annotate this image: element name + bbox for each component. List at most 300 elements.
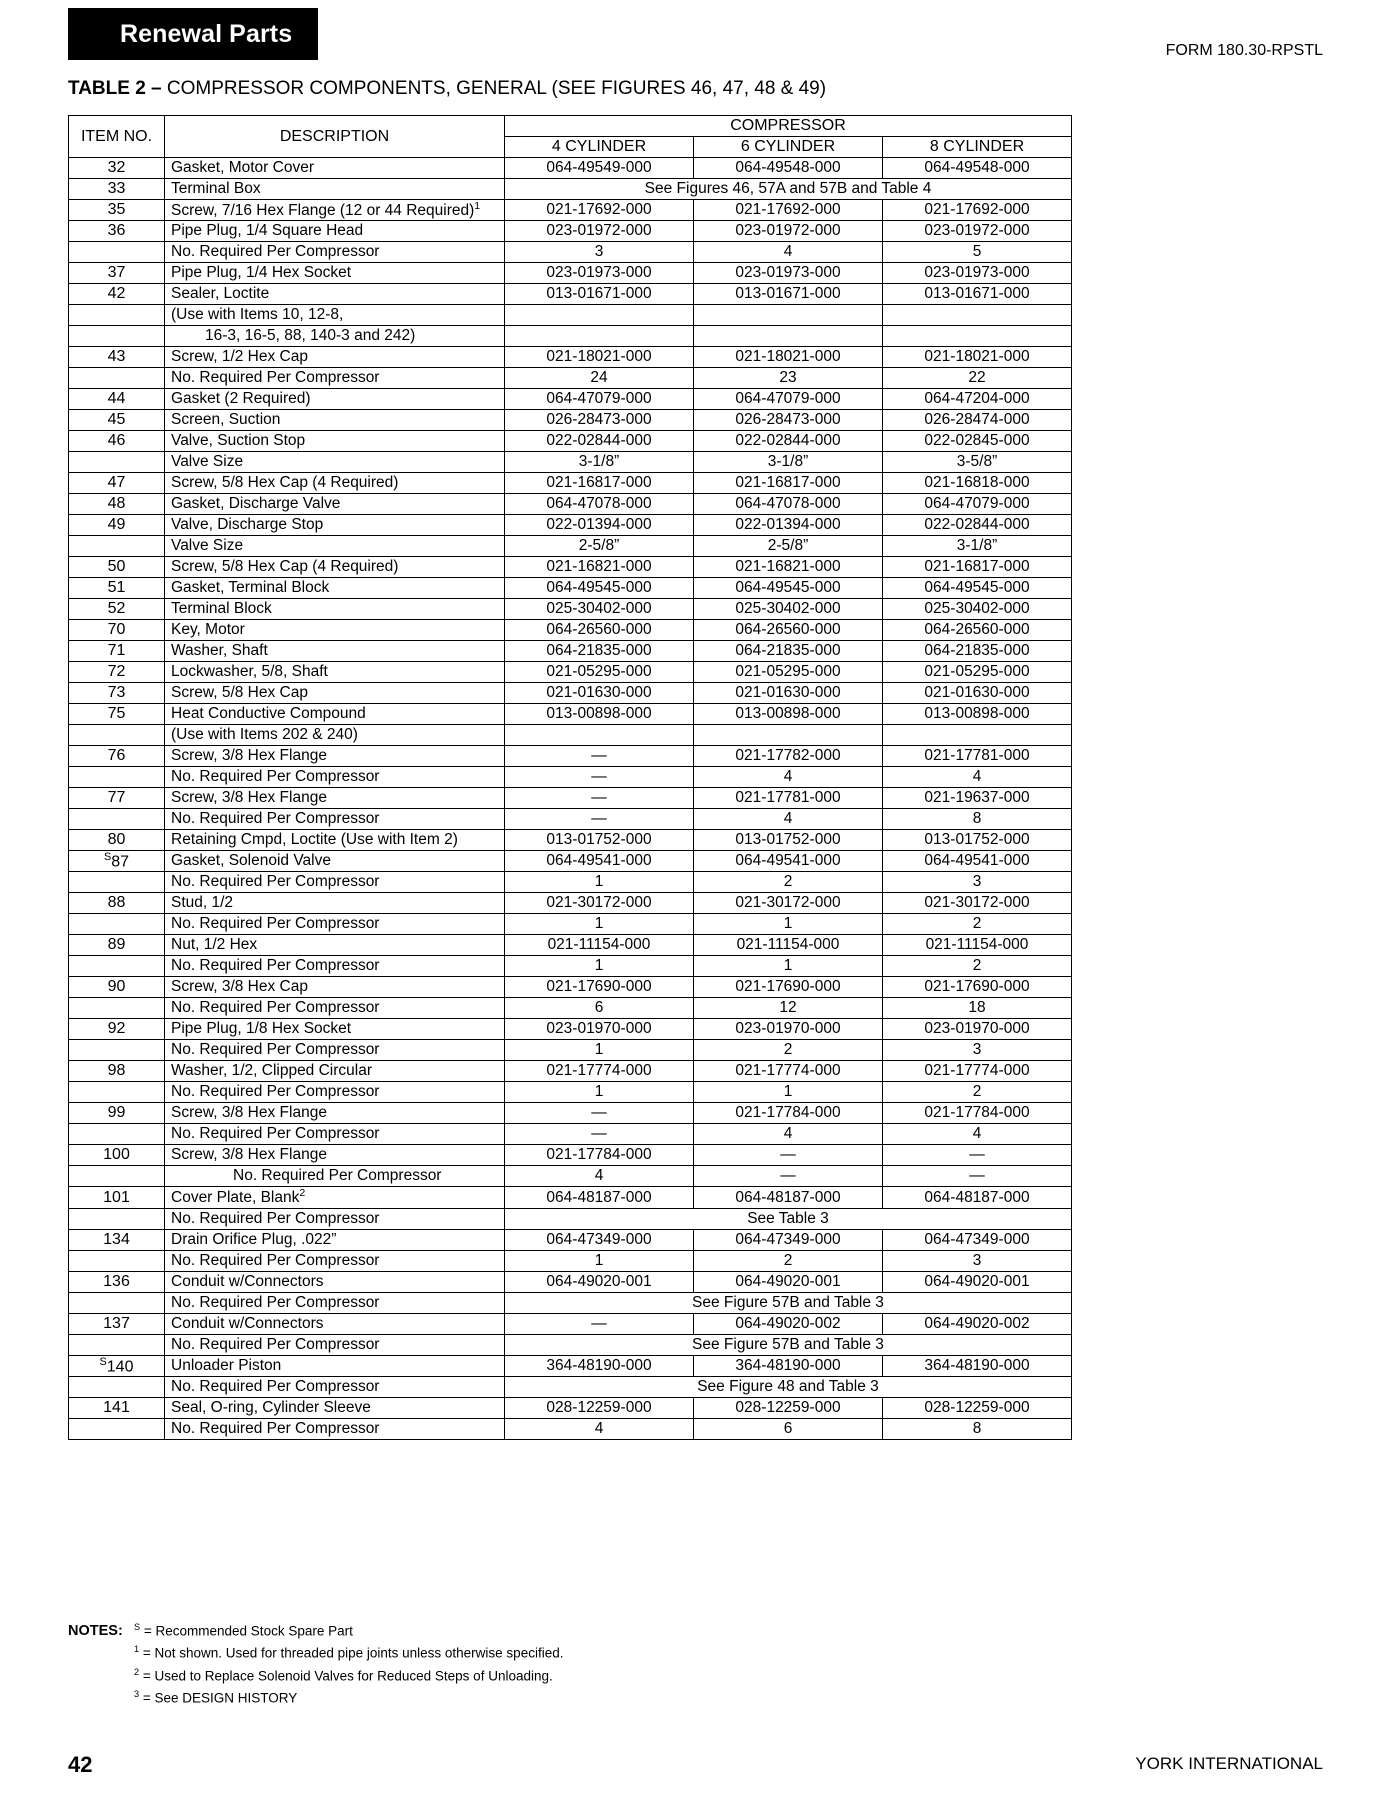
cell-item-no: 47 xyxy=(69,473,165,494)
column-header-item-no: ITEM NO. xyxy=(69,116,165,158)
cell-part-number-4cyl: 064-49545-000 xyxy=(505,578,694,599)
cell-part-number-6cyl: 064-26560-000 xyxy=(694,620,883,641)
cell-description: Screw, 3/8 Hex Flange xyxy=(165,1145,505,1166)
cell-description: Valve, Discharge Stop xyxy=(165,515,505,536)
cell-quantity-8cyl: 8 xyxy=(883,809,1072,830)
cell-description-continuation: No. Required Per Compressor xyxy=(165,809,505,830)
note-marker: S xyxy=(134,1622,141,1632)
cell-quantity-4cyl: 3 xyxy=(505,242,694,263)
cell-part-number-4cyl: 064-47349-000 xyxy=(505,1229,694,1250)
cell-quantity-8cyl: 2 xyxy=(883,956,1072,977)
table-row xyxy=(69,893,1072,914)
cell-quantity-8cyl xyxy=(883,326,1072,347)
cell-item-no-continuation xyxy=(69,1040,165,1061)
cell-part-number-4cyl: 021-17692-000 xyxy=(505,200,694,221)
cell-quantity-6cyl: 1 xyxy=(694,1082,883,1103)
cell-part-number-4cyl: 023-01970-000 xyxy=(505,1019,694,1040)
cell-part-number-4cyl: 064-48187-000 xyxy=(505,1187,694,1208)
cell-part-number-6cyl: 021-17782-000 xyxy=(694,746,883,767)
cell-description: Valve, Suction Stop xyxy=(165,431,505,452)
cell-part-number-8cyl: 028-12259-000 xyxy=(883,1397,1072,1418)
cell-part-number-4cyl: 064-26560-000 xyxy=(505,620,694,641)
table-row xyxy=(69,1019,1072,1040)
cell-quantity-4cyl: 1 xyxy=(505,1250,694,1271)
cell-description: Pipe Plug, 1/4 Hex Socket xyxy=(165,263,505,284)
cell-quantity-4cyl xyxy=(505,326,694,347)
cell-part-number-8cyl: 021-16818-000 xyxy=(883,473,1072,494)
cell-part-number-8cyl: 021-18021-000 xyxy=(883,347,1072,368)
table-caption-text: COMPRESSOR COMPONENTS, GENERAL (SEE FIGURES 46, 47, 48 & 49) xyxy=(161,78,827,99)
cell-part-number-6cyl: 022-01394-000 xyxy=(694,515,883,536)
table-row xyxy=(69,599,1072,620)
cell-part-number-8cyl: 021-17774-000 xyxy=(883,1061,1072,1082)
cell-description-continuation: No. Required Per Compressor xyxy=(165,242,505,263)
cell-description: Retaining Cmpd, Loctite (Use with Item 2) xyxy=(165,830,505,851)
cell-quantity-4cyl: — xyxy=(505,1124,694,1145)
cell-part-number-6cyl: 021-01630-000 xyxy=(694,683,883,704)
table-row xyxy=(69,410,1072,431)
cell-item-no-continuation xyxy=(69,998,165,1019)
table-row xyxy=(69,683,1072,704)
table-row xyxy=(69,746,1072,767)
cell-quantity-6cyl: 1 xyxy=(694,914,883,935)
cell-item-no-continuation xyxy=(69,725,165,746)
table-row xyxy=(69,389,1072,410)
cell-description: Screw, 3/8 Hex Flange xyxy=(165,788,505,809)
cell-part-number-4cyl: 022-02844-000 xyxy=(505,431,694,452)
cell-item-no-continuation xyxy=(69,1208,165,1229)
note-text: = Recommended Stock Spare Part xyxy=(140,1623,353,1639)
cell-part-number-6cyl: 021-17690-000 xyxy=(694,977,883,998)
table-row xyxy=(69,1397,1072,1418)
cell-part-number-8cyl: 021-17690-000 xyxy=(883,977,1072,998)
cell-part-number-4cyl: 023-01972-000 xyxy=(505,221,694,242)
cell-description: Pipe Plug, 1/4 Square Head xyxy=(165,221,505,242)
cell-part-number-8cyl: 021-05295-000 xyxy=(883,662,1072,683)
cell-quantity-4cyl: — xyxy=(505,767,694,788)
cell-part-number-4cyl: — xyxy=(505,746,694,767)
cell-part-number-8cyl: 021-30172-000 xyxy=(883,893,1072,914)
cell-part-number-8cyl: 064-48187-000 xyxy=(883,1187,1072,1208)
cell-item-no: 134 xyxy=(69,1229,165,1250)
table-row xyxy=(69,977,1072,998)
cell-part-number-6cyl: 021-16817-000 xyxy=(694,473,883,494)
cell-part-number-8cyl: 064-47349-000 xyxy=(883,1229,1072,1250)
cell-description-continuation: No. Required Per Compressor xyxy=(165,914,505,935)
cell-description-continuation: No. Required Per Compressor xyxy=(165,1124,505,1145)
note-item xyxy=(68,1620,563,1642)
cell-part-number-8cyl: 364-48190-000 xyxy=(883,1355,1072,1376)
column-header-4-cylinder: 4 CYLINDER xyxy=(505,137,694,158)
cell-part-number-6cyl: 023-01973-000 xyxy=(694,263,883,284)
cell-part-number-6cyl: 013-01752-000 xyxy=(694,830,883,851)
cell-quantity-8cyl: 4 xyxy=(883,767,1072,788)
cell-part-number-8cyl: 023-01970-000 xyxy=(883,1019,1072,1040)
notes-block xyxy=(68,1620,563,1710)
cell-description-continuation: No. Required Per Compressor xyxy=(165,1334,505,1355)
description-footnote-marker: 1 xyxy=(474,200,481,212)
table-subrow xyxy=(69,1208,1072,1229)
cell-description: Washer, Shaft xyxy=(165,641,505,662)
cell-description: Unloader Piston xyxy=(165,1355,505,1376)
cell-part-number-6cyl: 021-30172-000 xyxy=(694,893,883,914)
cell-item-no: 49 xyxy=(69,515,165,536)
cell-description: Seal, O-ring, Cylinder Sleeve xyxy=(165,1397,505,1418)
cell-quantity-6cyl: 4 xyxy=(694,1124,883,1145)
cell-quantity-4cyl: 1 xyxy=(505,1040,694,1061)
cell-description: Screw, 3/8 Hex Cap xyxy=(165,977,505,998)
table-subrow xyxy=(69,368,1072,389)
cell-item-no: 51 xyxy=(69,578,165,599)
cell-quantity-6cyl: 4 xyxy=(694,242,883,263)
cell-item-no: 92 xyxy=(69,1019,165,1040)
cell-part-number-4cyl: 021-18021-000 xyxy=(505,347,694,368)
table-row xyxy=(69,830,1072,851)
cell-part-number-8cyl: 021-17784-000 xyxy=(883,1103,1072,1124)
cell-part-number-6cyl: 064-47349-000 xyxy=(694,1229,883,1250)
cell-description-continuation: No. Required Per Compressor xyxy=(165,1250,505,1271)
cell-item-no: 88 xyxy=(69,893,165,914)
cell-item-no: 37 xyxy=(69,263,165,284)
cell-part-number-4cyl: 021-11154-000 xyxy=(505,935,694,956)
cell-description: Nut, 1/2 Hex xyxy=(165,935,505,956)
cell-quantity-4cyl xyxy=(505,305,694,326)
cell-description: Key, Motor xyxy=(165,620,505,641)
cell-quantity-8cyl: 3-1/8” xyxy=(883,536,1072,557)
description-footnote-marker: 2 xyxy=(299,1187,306,1200)
cell-item-no: 101 xyxy=(69,1187,165,1208)
cell-description: Conduit w/Connectors xyxy=(165,1271,505,1292)
cell-part-number-8cyl: 022-02844-000 xyxy=(883,515,1072,536)
cell-description: Screw, 5/8 Hex Cap (4 Required) xyxy=(165,473,505,494)
note-marker: 2 xyxy=(134,1666,140,1677)
table-row xyxy=(69,1187,1072,1208)
table-row xyxy=(69,557,1072,578)
cell-part-number-4cyl: 021-05295-000 xyxy=(505,662,694,683)
table-row xyxy=(69,662,1072,683)
cell-quantity-8cyl: 2 xyxy=(883,1082,1072,1103)
cell-description: Screw, 3/8 Hex Flange xyxy=(165,1103,505,1124)
cell-quantity-8cyl: 3 xyxy=(883,1250,1072,1271)
table-row xyxy=(69,1313,1072,1334)
cell-part-number-6cyl: 064-49020-001 xyxy=(694,1271,883,1292)
note-item xyxy=(68,1665,563,1687)
table-subrow xyxy=(69,725,1072,746)
cell-item-no: 73 xyxy=(69,683,165,704)
cell-quantity-6cyl xyxy=(694,725,883,746)
cell-item-no-continuation xyxy=(69,956,165,977)
cell-item-no: 48 xyxy=(69,494,165,515)
cell-item-no-continuation xyxy=(69,452,165,473)
table-row xyxy=(69,1061,1072,1082)
table-subrow xyxy=(69,872,1072,893)
cell-part-number-8cyl: 064-49020-001 xyxy=(883,1271,1072,1292)
cell-description: Lockwasher, 5/8, Shaft xyxy=(165,662,505,683)
table-subrow xyxy=(69,767,1072,788)
cell-item-no: 98 xyxy=(69,1061,165,1082)
cell-spanned-note: See Figure 48 and Table 3 xyxy=(505,1376,1072,1397)
cell-quantity-4cyl: — xyxy=(505,809,694,830)
cell-description-continuation: Valve Size xyxy=(165,452,505,473)
cell-part-number-6cyl: 064-47079-000 xyxy=(694,389,883,410)
compressor-components-table xyxy=(68,115,1072,1440)
cell-item-no: 99 xyxy=(69,1103,165,1124)
cell-description-continuation: No. Required Per Compressor xyxy=(165,1376,505,1397)
item-superscript-marker: S xyxy=(103,851,112,864)
table-row xyxy=(69,641,1072,662)
notes-indent-spacer xyxy=(68,1642,134,1664)
table-subrow xyxy=(69,242,1072,263)
cell-part-number-4cyl: — xyxy=(505,1313,694,1334)
cell-item-no-continuation xyxy=(69,326,165,347)
table-row xyxy=(69,431,1072,452)
cell-quantity-6cyl: 3-1/8” xyxy=(694,452,883,473)
cell-quantity-8cyl: — xyxy=(883,1166,1072,1187)
cell-item-no: 76 xyxy=(69,746,165,767)
cell-quantity-4cyl: 24 xyxy=(505,368,694,389)
cell-part-number-4cyl: — xyxy=(505,1103,694,1124)
cell-quantity-6cyl: 2 xyxy=(694,1250,883,1271)
cell-part-number-6cyl: 064-48187-000 xyxy=(694,1187,883,1208)
cell-item-no: 141 xyxy=(69,1397,165,1418)
cell-part-number-4cyl: 026-28473-000 xyxy=(505,410,694,431)
cell-description: Terminal Block xyxy=(165,599,505,620)
cell-description-continuation: No. Required Per Compressor xyxy=(165,1208,505,1229)
column-header-description: DESCRIPTION xyxy=(165,116,505,158)
cell-description-continuation: No. Required Per Compressor xyxy=(165,1082,505,1103)
cell-part-number-6cyl: 064-49548-000 xyxy=(694,158,883,179)
note-item xyxy=(68,1642,563,1664)
cell-description-continuation xyxy=(165,326,505,347)
table-subrow xyxy=(69,809,1072,830)
cell-part-number-4cyl: 021-17784-000 xyxy=(505,1145,694,1166)
cell-quantity-4cyl: 1 xyxy=(505,956,694,977)
renewal-parts-masthead xyxy=(68,8,318,60)
company-name: YORK INTERNATIONAL xyxy=(1135,1754,1323,1773)
cell-part-number-4cyl: 064-47079-000 xyxy=(505,389,694,410)
cell-part-number-4cyl: 021-17690-000 xyxy=(505,977,694,998)
notes-indent-spacer xyxy=(68,1687,134,1709)
cell-part-number-6cyl: 021-05295-000 xyxy=(694,662,883,683)
column-header-compressor-group: COMPRESSOR xyxy=(505,116,1072,137)
cell-part-number-8cyl: 021-11154-000 xyxy=(883,935,1072,956)
note-marker: 1 xyxy=(134,1644,140,1655)
cell-part-number-4cyl: 021-17774-000 xyxy=(505,1061,694,1082)
cell-part-number-6cyl: 064-49541-000 xyxy=(694,851,883,872)
table-row xyxy=(69,347,1072,368)
cell-part-number-4cyl: 364-48190-000 xyxy=(505,1355,694,1376)
cell-quantity-6cyl: — xyxy=(694,1166,883,1187)
cell-description: Screw, 3/8 Hex Flange xyxy=(165,746,505,767)
cell-item-no: 77 xyxy=(69,788,165,809)
cell-quantity-4cyl: 2-5/8” xyxy=(505,536,694,557)
cell-item-no-continuation xyxy=(69,872,165,893)
notes-indent-spacer xyxy=(68,1665,134,1687)
cell-description: Gasket (2 Required) xyxy=(165,389,505,410)
cell-part-number-8cyl: 021-01630-000 xyxy=(883,683,1072,704)
note-text: = Used to Replace Solenoid Valves for Reduced Steps of Unloading. xyxy=(139,1668,553,1684)
cell-spanned-note: See Figure 57B and Table 3 xyxy=(505,1334,1072,1355)
cell-description: Pipe Plug, 1/8 Hex Socket xyxy=(165,1019,505,1040)
column-header-6-cylinder: 6 CYLINDER xyxy=(694,137,883,158)
cell-item-no-continuation xyxy=(69,242,165,263)
cell-item-no-continuation xyxy=(69,368,165,389)
cell-description: Drain Orifice Plug, .022” xyxy=(165,1229,505,1250)
cell-quantity-6cyl: 1 xyxy=(694,956,883,977)
cell-part-number-4cyl: 013-01752-000 xyxy=(505,830,694,851)
cell-part-number-8cyl: 064-47079-000 xyxy=(883,494,1072,515)
table-subrow xyxy=(69,452,1072,473)
table-subrow xyxy=(69,998,1072,1019)
cell-quantity-4cyl: 4 xyxy=(505,1418,694,1439)
table-caption-label: TABLE 2 – xyxy=(68,78,162,99)
cell-quantity-8cyl: 22 xyxy=(883,368,1072,389)
cell-part-number-8cyl: 013-01752-000 xyxy=(883,830,1072,851)
cell-part-number-6cyl: 022-02844-000 xyxy=(694,431,883,452)
cell-part-number-6cyl: 021-17774-000 xyxy=(694,1061,883,1082)
cell-item-no: 100 xyxy=(69,1145,165,1166)
cell-item-no-continuation xyxy=(69,305,165,326)
cell-description: Gasket, Discharge Valve xyxy=(165,494,505,515)
cell-description-continuation: No. Required Per Compressor xyxy=(165,956,505,977)
cell-description-continuation xyxy=(165,1166,505,1187)
cell-part-number-8cyl: 026-28474-000 xyxy=(883,410,1072,431)
cell-part-number-4cyl: 021-16821-000 xyxy=(505,557,694,578)
cell-part-number-8cyl: 023-01973-000 xyxy=(883,263,1072,284)
table-subrow xyxy=(69,1250,1072,1271)
table-subrow xyxy=(69,1082,1072,1103)
table-subrow xyxy=(69,326,1072,347)
cell-item-no: 71 xyxy=(69,641,165,662)
cell-quantity-6cyl: 2-5/8” xyxy=(694,536,883,557)
table-subrow xyxy=(69,1040,1072,1061)
cell-part-number-8cyl: 064-49545-000 xyxy=(883,578,1072,599)
table-row xyxy=(69,515,1072,536)
cell-description: Gasket, Terminal Block xyxy=(165,578,505,599)
cell-quantity-8cyl: 18 xyxy=(883,998,1072,1019)
table-row xyxy=(69,473,1072,494)
cell-item-no-continuation xyxy=(69,767,165,788)
cell-part-number-8cyl: 021-17781-000 xyxy=(883,746,1072,767)
cell-description: Cover Plate, Blank$^2$ xyxy=(165,1187,505,1208)
cell-item-no: $^S$140 xyxy=(69,1355,165,1376)
cell-quantity-6cyl xyxy=(694,326,883,347)
cell-quantity-6cyl: 23 xyxy=(694,368,883,389)
cell-quantity-6cyl: 12 xyxy=(694,998,883,1019)
column-header-8-cylinder: 8 CYLINDER xyxy=(883,137,1072,158)
cell-description: Heat Conductive Compound xyxy=(165,704,505,725)
table-subrow xyxy=(69,914,1072,935)
table-subrow xyxy=(69,1292,1072,1313)
cell-spanned-note: See Table 3 xyxy=(505,1208,1072,1229)
cell-part-number-8cyl: 064-49541-000 xyxy=(883,851,1072,872)
table-subrow xyxy=(69,536,1072,557)
cell-part-number-4cyl: 021-30172-000 xyxy=(505,893,694,914)
cell-part-number-6cyl: 021-11154-000 xyxy=(694,935,883,956)
note-marker: 3 xyxy=(134,1689,140,1700)
cell-description: Stud, 1/2 xyxy=(165,893,505,914)
table-subrow xyxy=(69,956,1072,977)
table-subrow xyxy=(69,1334,1072,1355)
cell-item-no: 136 xyxy=(69,1271,165,1292)
cell-item-no-continuation xyxy=(69,536,165,557)
cell-quantity-8cyl: 5 xyxy=(883,242,1072,263)
table-head-row-1 xyxy=(69,116,1072,137)
cell-description: Screw, 1/2 Hex Cap xyxy=(165,347,505,368)
cell-part-number-6cyl: 025-30402-000 xyxy=(694,599,883,620)
cell-description-continuation: No. Required Per Compressor xyxy=(165,1418,505,1439)
cell-part-number-4cyl: 064-47078-000 xyxy=(505,494,694,515)
cell-description-continuation: (Use with Items 10, 12-8, xyxy=(165,305,505,326)
table-row xyxy=(69,284,1072,305)
cell-item-no-continuation xyxy=(69,1166,165,1187)
cell-description-continuation: No. Required Per Compressor xyxy=(165,1292,505,1313)
cell-item-no: 43 xyxy=(69,347,165,368)
table-subrow xyxy=(69,1376,1072,1397)
table-subrow xyxy=(69,1418,1072,1439)
page-number: 42 xyxy=(68,1752,93,1777)
cell-part-number-8cyl: 022-02845-000 xyxy=(883,431,1072,452)
cell-part-number-8cyl: — xyxy=(883,1145,1072,1166)
cell-part-number-8cyl: 013-00898-000 xyxy=(883,704,1072,725)
cell-quantity-6cyl: 4 xyxy=(694,809,883,830)
cell-item-no-continuation xyxy=(69,1124,165,1145)
table-row xyxy=(69,704,1072,725)
cell-item-no: 90 xyxy=(69,977,165,998)
cell-description: Screen, Suction xyxy=(165,410,505,431)
cell-description: Terminal Box xyxy=(165,179,505,200)
cell-part-number-8cyl: 064-26560-000 xyxy=(883,620,1072,641)
cell-part-number-4cyl: 028-12259-000 xyxy=(505,1397,694,1418)
table-row xyxy=(69,1271,1072,1292)
cell-item-no-continuation xyxy=(69,1376,165,1397)
cell-quantity-8cyl: 3 xyxy=(883,872,1072,893)
cell-quantity-6cyl: 2 xyxy=(694,1040,883,1061)
cell-quantity-4cyl: 6 xyxy=(505,998,694,1019)
cell-part-number-6cyl: 021-17784-000 xyxy=(694,1103,883,1124)
cell-item-no: 52 xyxy=(69,599,165,620)
cell-part-number-6cyl: 021-16821-000 xyxy=(694,557,883,578)
table-row xyxy=(69,221,1072,242)
cell-part-number-4cyl: 064-49020-001 xyxy=(505,1271,694,1292)
cell-part-number-6cyl: 023-01972-000 xyxy=(694,221,883,242)
cell-description: Gasket, Solenoid Valve xyxy=(165,851,505,872)
table-body xyxy=(69,158,1072,1440)
table-subrow xyxy=(69,1124,1072,1145)
cell-item-no: 70 xyxy=(69,620,165,641)
cell-description-continuation: (Use with Items 202 & 240) xyxy=(165,725,505,746)
cell-item-no-continuation xyxy=(69,1292,165,1313)
cell-part-number-8cyl: 025-30402-000 xyxy=(883,599,1072,620)
cell-part-number-8cyl: 013-01671-000 xyxy=(883,284,1072,305)
cell-part-number-8cyl: 064-21835-000 xyxy=(883,641,1072,662)
cell-part-number-4cyl: 025-30402-000 xyxy=(505,599,694,620)
cell-item-no: 32 xyxy=(69,158,165,179)
notes-list xyxy=(68,1620,563,1710)
cell-part-number-4cyl: 064-49541-000 xyxy=(505,851,694,872)
cell-item-no: 137 xyxy=(69,1313,165,1334)
note-text: = See DESIGN HISTORY xyxy=(139,1690,298,1706)
cell-part-number-8cyl: 064-47204-000 xyxy=(883,389,1072,410)
cell-part-number-6cyl: 023-01970-000 xyxy=(694,1019,883,1040)
cell-quantity-8cyl: 3 xyxy=(883,1040,1072,1061)
note-text: = Not shown. Used for threaded pipe joints unless otherwise specified. xyxy=(139,1645,564,1661)
cell-part-number-8cyl: 021-19637-000 xyxy=(883,788,1072,809)
cell-description-continuation: No. Required Per Compressor xyxy=(165,1040,505,1061)
table-row xyxy=(69,179,1072,200)
cell-item-no-continuation xyxy=(69,1082,165,1103)
cell-description-continuation: No. Required Per Compressor xyxy=(165,872,505,893)
